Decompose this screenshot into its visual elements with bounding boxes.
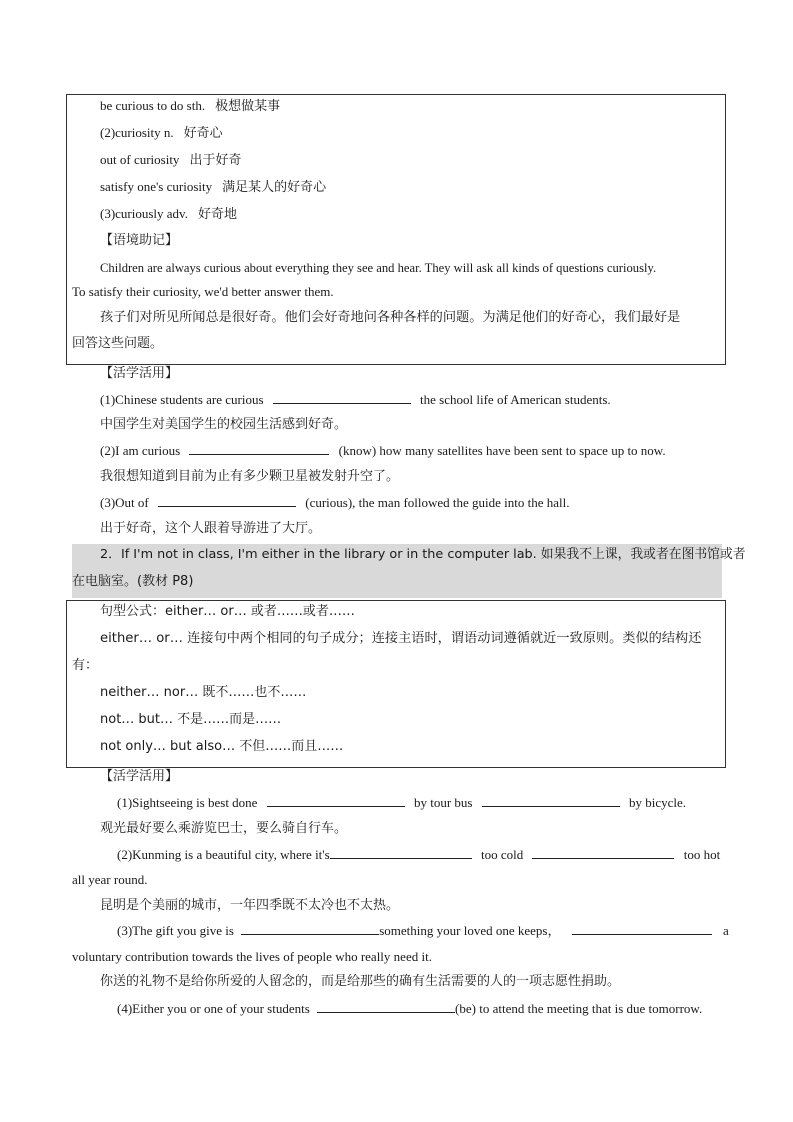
box1-example-en-a: Children are always curious about everything they see and hear. They will ask all kinds of questions curiously. xyxy=(100,261,657,275)
text: (2)I am curious xyxy=(100,443,181,458)
text: (3)The gift you give is xyxy=(117,923,234,938)
box1-line5 xyxy=(100,205,237,224)
text: too cold xyxy=(480,847,524,862)
text: (1)Sightseeing is best done xyxy=(117,795,258,810)
box1-heading: 【语境助记】 xyxy=(100,233,179,248)
practice1-q1 xyxy=(100,391,611,409)
text: by bicycle. xyxy=(628,795,687,810)
practice2-q3 xyxy=(117,922,729,940)
text: 满足某人的好奇心 xyxy=(222,180,327,195)
answer-blank[interactable] xyxy=(241,922,379,935)
text: (2)curiosity n. xyxy=(100,125,174,140)
practice2-q1-cn: 观光最好要么乘游览巴士，要么骑自行车。 xyxy=(100,821,348,836)
text: something your loved one keeps， xyxy=(379,923,561,938)
answer-blank[interactable] xyxy=(158,494,296,507)
practice2-q2 xyxy=(117,846,720,864)
box2-line2b: 有： xyxy=(72,658,99,673)
text: (1)Chinese students are curious xyxy=(100,392,264,407)
text: too hot xyxy=(683,847,721,862)
practice2-q3-cont: voluntary contribution towards the lives of people who really need it. xyxy=(72,949,432,964)
answer-blank[interactable] xyxy=(330,846,472,859)
practice1-q3-cn: 出于好奇，这个人跟着导游进了大厅。 xyxy=(100,521,322,536)
text: (3)Out of xyxy=(100,495,149,510)
practice1-q1-cn: 中国学生对美国学生的校园生活感到好奇。 xyxy=(100,417,348,432)
answer-blank[interactable] xyxy=(189,442,329,455)
box1-example-en-b: To satisfy their curiosity, we'd better answer them. xyxy=(72,284,334,299)
answer-blank[interactable] xyxy=(572,922,712,935)
box2-line5: not only… but also… 不但……而且…… xyxy=(100,739,344,754)
practice2-q4 xyxy=(117,1000,702,1018)
text: a xyxy=(722,923,729,938)
answer-blank[interactable] xyxy=(482,794,620,807)
text: 好奇心 xyxy=(183,126,223,141)
text: 极想做某事 xyxy=(215,99,281,114)
box2-line1: 句型公式：either… or… 或者……或者…… xyxy=(100,604,355,619)
text: (2)Kunming is a beautiful city, where it's xyxy=(117,847,330,862)
box1-line3 xyxy=(100,151,241,170)
box1-line2 xyxy=(100,124,223,143)
practice2-q2-cn: 昆明是个美丽的城市，一年四季既不太冷也不太热。 xyxy=(100,898,400,913)
text: the school life of American students. xyxy=(420,392,611,407)
box1-example-cn-a: 孩子们对所见所闻总是很好奇。他们会好奇地问各种各样的问题。为满足他们的好奇心，我们最好是 xyxy=(100,310,681,325)
text: (be) to attend the meeting that is due tomorrow. xyxy=(455,1001,703,1016)
text: by tour bus xyxy=(413,795,473,810)
text: out of curiosity xyxy=(100,152,180,167)
answer-blank[interactable] xyxy=(317,1000,455,1013)
box2-line4: not… but… 不是……而是…… xyxy=(100,712,282,727)
practice2-q3-cn: 你送的礼物不是给你所爱的人留念的，而是给那些的确有生活需要的人的一项志愿性捐助。 xyxy=(100,974,621,989)
item2-line2: 在电脑室。(教材 P8) xyxy=(72,574,194,589)
text: 好奇地 xyxy=(197,207,237,222)
practice1-q2 xyxy=(100,442,666,460)
answer-blank[interactable] xyxy=(267,794,405,807)
practice2-heading: 【活学活用】 xyxy=(100,769,179,784)
text: (4)Either you or one of your students xyxy=(117,1001,310,1016)
practice1-q3 xyxy=(100,494,570,512)
text: satisfy one's curiosity xyxy=(100,179,213,194)
text: (know) how many satellites have been sent to space up to now. xyxy=(338,443,666,458)
practice1-heading: 【活学活用】 xyxy=(100,366,179,381)
box1-line1 xyxy=(100,97,280,116)
answer-blank[interactable] xyxy=(532,846,674,859)
text: be curious to do sth. xyxy=(100,98,206,113)
practice2-q1 xyxy=(117,794,686,812)
box2-line3: neither… nor… 既不……也不…… xyxy=(100,685,307,700)
practice1-q2-cn: 我很想知道到目前为止有多少颗卫星被发射升空了。 xyxy=(100,469,400,484)
item2-line1: 2．If I'm not in class, I'm either in the library or in the computer lab. 如果我不上课，我或者在图书馆或者 xyxy=(100,547,746,562)
text: 出于好奇 xyxy=(189,153,242,168)
box1-example-cn-b: 回答这些问题。 xyxy=(72,336,164,351)
answer-blank[interactable] xyxy=(273,391,411,404)
practice2-q2-cont: all year round. xyxy=(72,872,148,887)
text: (3)curiously adv. xyxy=(100,206,188,221)
box2-line2a: either… or… 连接句中两个相同的句子成分；连接主语时，谓语动词遵循就近一致原则。类似的结构还 xyxy=(100,631,702,646)
text: (curious), the man followed the guide into the hall. xyxy=(305,495,570,510)
box1-line4 xyxy=(100,178,326,197)
